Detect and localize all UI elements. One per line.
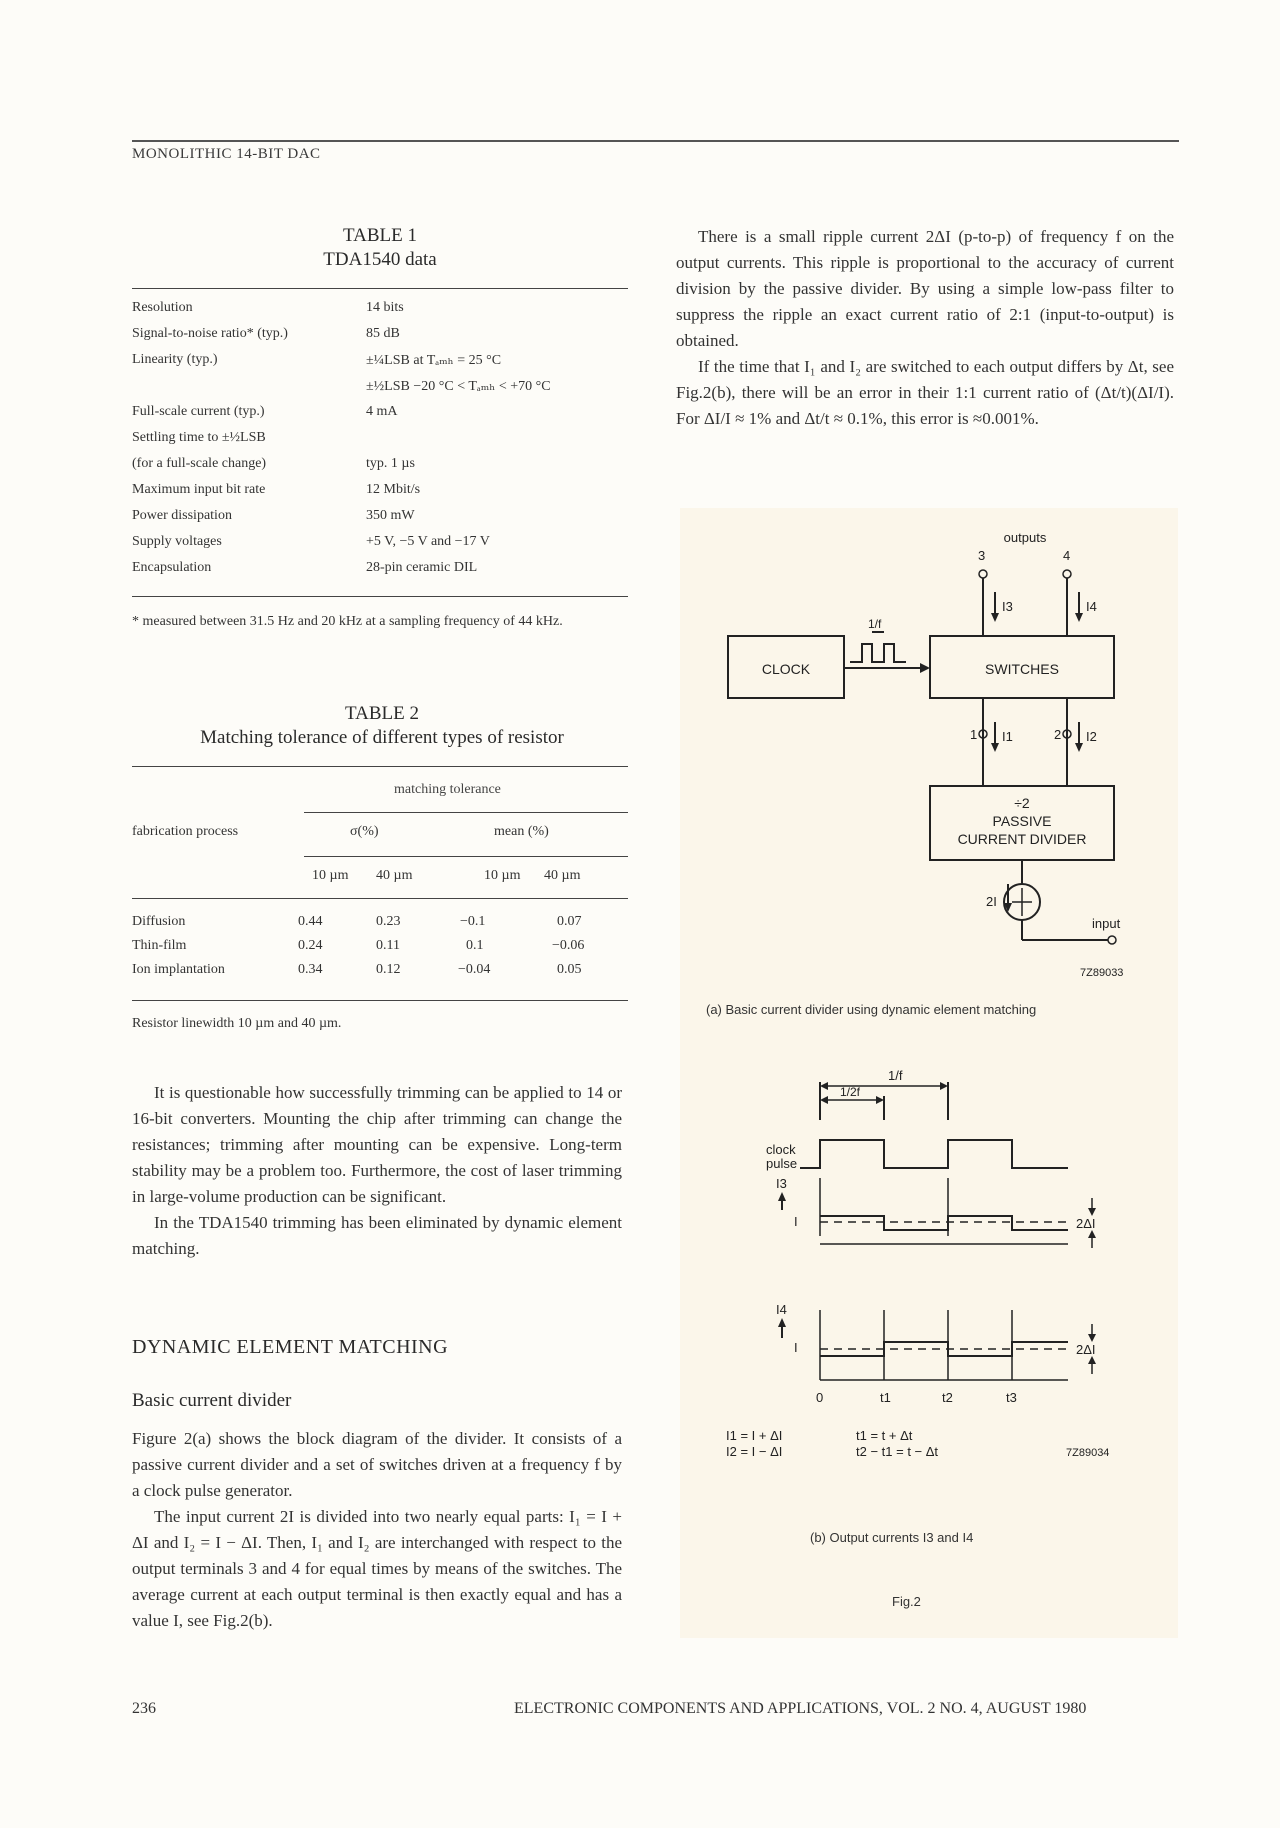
period-label: 1/f: [888, 1068, 903, 1083]
right-body: [676, 224, 1174, 432]
table2-cell: −0.1: [460, 914, 486, 929]
table1-label-cell: (for a full-scale change): [132, 456, 267, 471]
table2-sub-header: 40 µm: [544, 868, 581, 883]
table1-label-cell: Maximum input bit rate: [132, 482, 266, 497]
equation: t2 − t1 = t − Δt: [856, 1444, 939, 1459]
table2-label: TABLE 2: [345, 703, 419, 724]
source-current-label: 2I: [986, 894, 997, 909]
table1-label-cell: Encapsulation: [132, 560, 212, 575]
section-body: [132, 1426, 622, 1634]
table2-cell: 0.11: [376, 938, 400, 953]
table1-value-cell: 85 dB: [366, 326, 400, 341]
table1-label-cell: Resolution: [132, 300, 193, 315]
i1-label: I1: [1002, 729, 1013, 744]
time-label: t2: [942, 1390, 953, 1405]
paragraph: It is questionable how successfully trimming can be applied to 14 or 16-bit converters. Mounting the chip after trimming can change the resistances; trimming after mounting can be expensive. Long-term stability may be a problem too. Furthermore, the cost of laser trimming in large-volume production can be significant.: [132, 1083, 622, 1206]
table1-value-cell: +5 V, −5 V and −17 V: [366, 534, 490, 549]
table1-row: [132, 300, 632, 326]
table2-process-cell: Thin-film: [132, 938, 187, 953]
figure-2a-diagram: [680, 508, 1178, 1028]
divider-label-1: PASSIVE: [992, 813, 1052, 829]
divider-label-2: CURRENT DIVIDER: [957, 831, 1087, 847]
table2-cell: 0.12: [376, 962, 401, 977]
table2-bottom-rule: [132, 1000, 628, 1001]
table2-col-process: fabrication process: [132, 824, 239, 839]
table1-footnote: * measured between 31.5 Hz and 20 kHz at a sampling frequency of 44 kHz.: [132, 614, 563, 629]
figure-a-caption: (a) Basic current divider using dynamic element matching: [706, 1002, 1037, 1017]
half-period-label: 1/2f: [840, 1085, 861, 1099]
table2-cell: 0.07: [557, 914, 582, 929]
clock-pulse-label: clock: [766, 1142, 796, 1157]
table2-body: [132, 770, 632, 1020]
table1-row: [132, 352, 632, 378]
period-label: 1/f: [868, 617, 882, 631]
table2-header-rule: [132, 898, 628, 899]
table1-row: [132, 404, 632, 430]
table1-label: TABLE 1: [343, 225, 417, 246]
left-body: [132, 1080, 622, 1262]
header-rule: [132, 140, 1179, 142]
table1-row: [132, 378, 632, 404]
input-label: input: [1092, 916, 1121, 931]
table2-process-cell: Ion implantation: [132, 962, 225, 977]
section-heading: DYNAMIC ELEMENT MATCHING: [132, 1336, 449, 1358]
level-label: I: [794, 1214, 798, 1229]
terminal-3-label: 3: [978, 548, 986, 563]
table1-value-cell: 12 Mbit/s: [366, 482, 421, 497]
table2-cell: 0.1: [466, 938, 484, 953]
level-label: I: [794, 1340, 798, 1355]
running-head: MONOLITHIC 14-BIT DAC: [132, 146, 321, 162]
table2-sub-header: 40 µm: [376, 868, 413, 883]
table1-row: [132, 560, 632, 586]
journal-footer: ELECTRONIC COMPONENTS AND APPLICATIONS, VOL. 2 NO. 4, AUGUST 1980: [514, 1700, 1087, 1717]
table1-label-cell: Settling time to ±½LSB: [132, 430, 266, 445]
table1-heading: [180, 224, 580, 272]
table2-group-rule: [304, 812, 628, 813]
table2-cell: 0.34: [298, 962, 323, 977]
table1-row: [132, 508, 632, 534]
table1-row: [132, 430, 632, 456]
table1-value-cell: 28-pin ceramic DIL: [366, 560, 478, 575]
equation: I1 = I + ΔI: [726, 1428, 783, 1443]
table2-group-header: matching tolerance: [394, 782, 501, 797]
terminal-1-label: 1: [970, 727, 978, 742]
table2-col-sigma: σ(%): [350, 824, 379, 839]
table1-label-cell: Supply voltages: [132, 534, 222, 549]
switches-label: SWITCHES: [985, 661, 1059, 677]
paragraph: If the time that I₁ and I₂ are switched to each output differs by Δt, see Fig.2(b), there will be an error in their 1:1 current ratio of (Δt/t)(ΔI/I). For ΔI/I ≈ 1% and Δt/t ≈ 0.1%, this error is ≈0.001%.: [676, 357, 1174, 428]
time-label: 0: [816, 1390, 824, 1405]
i2-label: I2: [1086, 729, 1097, 744]
table2-cell: −0.04: [458, 962, 491, 977]
table2-sub-rule: [304, 856, 628, 857]
i3-label: I3: [1002, 599, 1013, 614]
divider-ratio: ÷2: [1014, 795, 1030, 811]
table1-label-cell: Linearity (typ.): [132, 352, 218, 367]
time-label: t3: [1006, 1390, 1017, 1405]
clock-label: CLOCK: [761, 661, 811, 677]
table1-value-cell: 350 mW: [366, 508, 415, 523]
table1-value-cell: ±½LSB −20 °C < Tₐₘₕ < +70 °C: [366, 379, 551, 394]
figure-label: Fig.2: [892, 1594, 921, 1609]
figure-b-caption: (b) Output currents I3 and I4: [810, 1530, 974, 1545]
table1-row: [132, 534, 632, 560]
table1-value-cell: 4 mA: [366, 404, 398, 419]
ripple-label: 2ΔI: [1076, 1342, 1096, 1357]
table1-body: [132, 300, 632, 586]
outputs-label: outputs: [1003, 530, 1047, 545]
ripple-label: 2ΔI: [1076, 1216, 1096, 1231]
table1-label-cell: Full-scale current (typ.): [132, 404, 265, 419]
table1-row: [132, 456, 632, 482]
table1-label-cell: Power dissipation: [132, 508, 232, 523]
paragraph: Figure 2(a) shows the block diagram of the divider. It consists of a passive current divider and a set of switches driven at a frequency f by a clock pulse generator.: [132, 1429, 622, 1500]
table1-value-cell: ±¼LSB at Tₐₘₕ = 25 °C: [366, 353, 502, 368]
i3-axis-label: I3: [776, 1176, 787, 1191]
table2-cell: −0.06: [552, 938, 585, 953]
clock-pulse-label: pulse: [766, 1156, 798, 1171]
table2-process-cell: Diffusion: [132, 914, 186, 929]
page-number: 236: [132, 1700, 156, 1717]
table2-cell: 0.05: [557, 962, 582, 977]
figure-2b-diagram: [680, 1060, 1178, 1580]
table2-sub-header: 10 µm: [312, 868, 349, 883]
table1-row: [132, 482, 632, 508]
subsection-heading: Basic current divider: [132, 1390, 292, 1411]
i4-label: I4: [1086, 599, 1097, 614]
table2-title: Matching tolerance of different types of resistor: [200, 727, 564, 748]
equation: t1 = t + Δt: [856, 1428, 913, 1443]
paragraph: The input current 2I is divided into two nearly equal parts: I₁ = I + ΔI and I₂ = I − ΔI. Then, I₁ and I₂ are interchanged with respect to the output terminals 3 and 4 for equal times by means of the switches. The average current at each output terminal is then exactly equal and has a value I, see Fig.2(b).: [132, 1507, 622, 1630]
table2-cell: 0.23: [376, 914, 401, 929]
table2-top-rule: [132, 766, 628, 767]
table2-cell: 0.44: [298, 914, 323, 929]
table1-bottom-rule: [132, 596, 628, 597]
i4-axis-label: I4: [776, 1302, 787, 1317]
table1-value-cell: typ. 1 µs: [366, 456, 415, 471]
table2-footnote: Resistor linewidth 10 µm and 40 µm.: [132, 1016, 342, 1031]
equation: I2 = I − ΔI: [726, 1444, 783, 1459]
paragraph: There is a small ripple current 2ΔI (p-to-p) of frequency f on the output currents. This ripple is proportional to the accuracy of current division by the passive divider. By using a simple low-pass filter to suppress the ripple an exact current ratio of 2:1 (input-to-output) is obtained.: [676, 227, 1174, 350]
table1-top-rule: [132, 288, 628, 289]
table2-cell: 0.24: [298, 938, 323, 953]
table2-col-mean: mean (%): [494, 824, 549, 839]
table2-heading: [132, 702, 632, 750]
paragraph: In the TDA1540 trimming has been eliminated by dynamic element matching.: [132, 1213, 622, 1258]
table1-title: TDA1540 data: [323, 249, 437, 270]
table1-row: [132, 326, 632, 352]
figure-a-code: 7Z89033: [1080, 967, 1124, 979]
terminal-2-label: 2: [1054, 727, 1062, 742]
time-label: t1: [880, 1390, 891, 1405]
table1-label-cell: Signal-to-noise ratio* (typ.): [132, 326, 288, 341]
table1-value-cell: 14 bits: [366, 300, 404, 315]
terminal-4-label: 4: [1063, 548, 1071, 563]
table2-sub-header: 10 µm: [484, 868, 521, 883]
figure-b-code: 7Z89034: [1066, 1447, 1110, 1459]
